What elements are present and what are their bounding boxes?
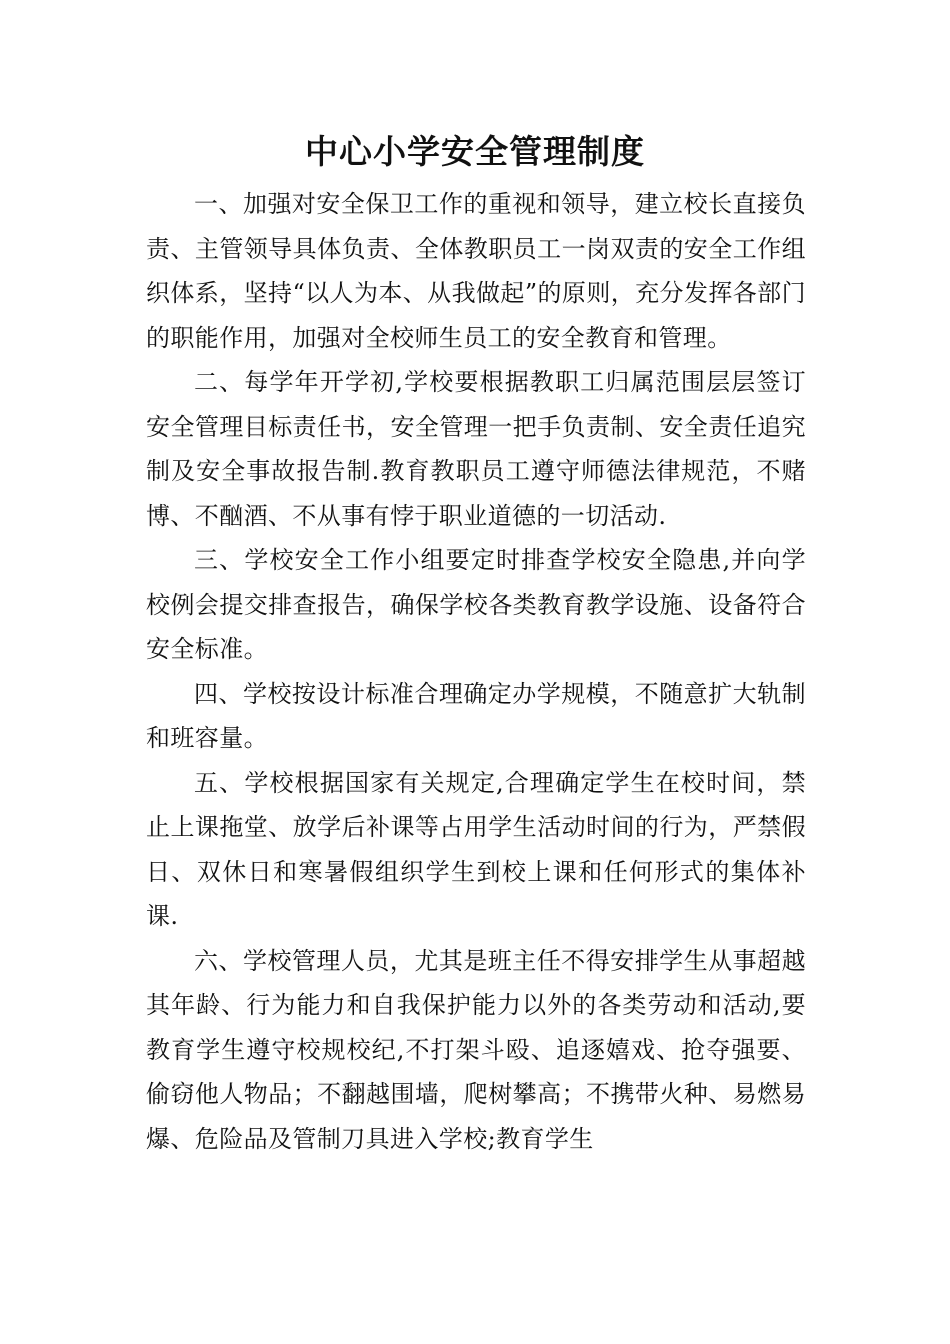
document-body <box>146 182 806 1161</box>
paragraph-1: 一、加强对安全保卫工作的重视和领导，建立校长直接负责、主管领导具体负责、全体教职员工一岗双责的安全工作组织体系，坚持“以人为本、从我做起”的原则，充分发挥各部门的职能作用，加强对全校师生员工的安全教育和管理。 <box>146 190 806 352</box>
paragraph-3: 三、学校安全工作小组要定时排查学校安全隐患,并向学校例会提交排查报告，确保学校各类教育教学设施、设备符合安全标准。 <box>146 546 806 663</box>
paragraph-2: 二、每学年开学初,学校要根据教职工归属范围层层签订安全管理目标责任书，安全管理一把手负责制、安全责任追究制及安全事故报告制.教育教职员工遵守师德法律规范，不赌博、不酗酒、不从事有悖于职业道德的一切活动. <box>146 368 806 530</box>
paragraph-6: 六、学校管理人员，尤其是班主任不得安排学生从事超越其年龄、行为能力和自我保护能力以外的各类劳动和活动,要教育学生遵守校规校纪,不打架斗殴、追逐嬉戏、抢夺强要、偷窃他人物品；不翻越围墙，爬树攀高；不携带火种、易燃易爆、危险品及管制刀具进入学校;教育学生 <box>146 946 806 1153</box>
document-title: 中心小学安全管理制度 <box>305 132 645 171</box>
paragraph-5: 五、学校根据国家有关规定,合理确定学生在校时间，禁止上课拖堂、放学后补课等占用学生活动时间的行为，严禁假日、双休日和寒暑假组织学生到校上课和任何形式的集体补课. <box>146 768 806 930</box>
paragraph-4: 四、学校按设计标准合理确定办学规模，不随意扩大轨制和班容量。 <box>146 679 806 752</box>
